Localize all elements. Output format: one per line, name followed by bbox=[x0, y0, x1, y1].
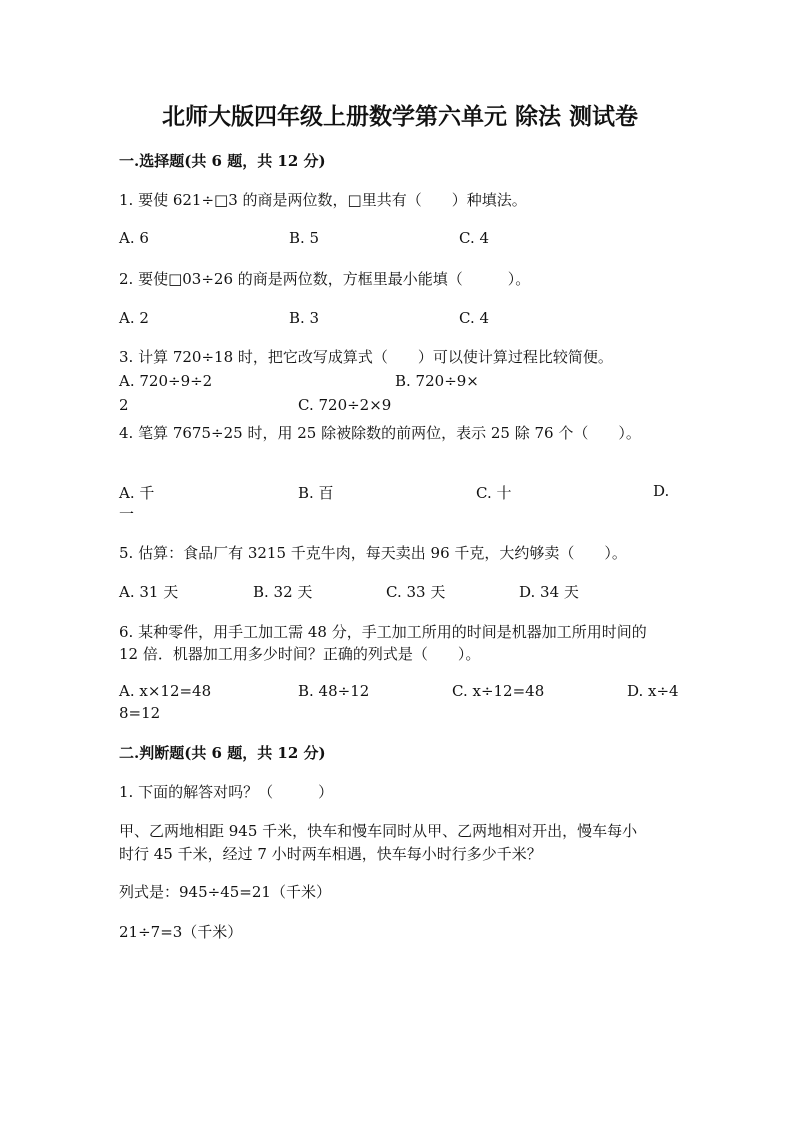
question-2-option-b: B. 3 bbox=[289, 309, 320, 327]
question-3-option-c: C. 720÷2×9 bbox=[298, 396, 392, 414]
question-3-option-b: B. 720÷9× bbox=[395, 372, 479, 390]
question-3-text: 3. 计算 720÷18 时，把它改写成算式（ ）可以使计算过程比较简便。 bbox=[119, 348, 613, 366]
question-6-text-line-2: 12 倍．机器加工用多少时间？正确的列式是（ ）。 bbox=[119, 645, 481, 663]
section-heading-judgement: 二.判断题(共 6 题，共 12 分) bbox=[119, 744, 326, 762]
page-title: 北师大版四年级上册数学第六单元 除法 测试卷 bbox=[161, 103, 638, 130]
question-4-option-d: D. bbox=[653, 482, 670, 500]
question-6-option-c: C. x÷12=48 bbox=[452, 682, 545, 700]
question-1-option-c: C. 4 bbox=[459, 229, 490, 247]
question-5-option-c: C. 33 天 bbox=[386, 583, 446, 601]
question-2-option-a: A. 2 bbox=[119, 309, 149, 327]
question-5-option-b: B. 32 天 bbox=[253, 583, 313, 601]
section-heading-choice: 一.选择题(共 6 题，共 12 分) bbox=[119, 152, 326, 170]
question-1-option-a: A. 6 bbox=[119, 229, 149, 247]
question-4-option-a: A. 千 bbox=[119, 484, 155, 502]
question-6-option-d-continued: 8=12 bbox=[119, 704, 161, 722]
question-6-option-b: B. 48÷12 bbox=[298, 682, 370, 700]
question-6-option-a: A. x×12=48 bbox=[119, 682, 212, 700]
judgement-1-text: 1. 下面的解答对吗？（ ） bbox=[119, 783, 334, 801]
question-4-text: 4. 笔算 7675÷25 时，用 25 除被除数的前两位，表示 25 除 76 个（ ）。 bbox=[119, 424, 641, 442]
judgement-1-problem-line-1: 甲、乙两地相距 945 千米，快车和慢车同时从甲、乙两地相对开出，慢车每小 bbox=[119, 822, 638, 840]
judgement-1-problem-line-2: 时行 45 千米，经过 7 小时两车相遇，快车每小时行多少千米？ bbox=[119, 845, 542, 863]
question-3-option-b-continued: 2 bbox=[119, 396, 129, 414]
question-6-text-line-1: 6. 某种零件，用手工加工需 48 分，手工加工所用的时间是机器加工所用时间的 bbox=[119, 623, 647, 641]
question-4-option-b: B. 百 bbox=[298, 484, 334, 502]
question-4-option-c: C. 十 bbox=[476, 484, 512, 502]
question-4-option-d-continued: 一 bbox=[119, 505, 135, 523]
question-5-option-d: D. 34 天 bbox=[519, 583, 579, 601]
question-2-option-c: C. 4 bbox=[459, 309, 490, 327]
question-6-option-d: D. x÷4 bbox=[627, 682, 679, 700]
judgement-1-calc-line-2: 21÷7=3（千米） bbox=[119, 923, 243, 941]
question-1-text: 1. 要使 621÷□3 的商是两位数，□里共有（ ）种填法。 bbox=[119, 191, 527, 209]
question-5-option-a: A. 31 天 bbox=[119, 583, 179, 601]
judgement-1-calc-line-1: 列式是：945÷45=21（千米） bbox=[119, 883, 331, 901]
question-5-text: 5. 估算：食品厂有 3215 千克牛肉，每天卖出 96 千克，大约够卖（ ）。 bbox=[119, 544, 627, 562]
question-3-option-a: A. 720÷9÷2 bbox=[119, 372, 213, 390]
question-1-option-b: B. 5 bbox=[289, 229, 320, 247]
question-2-text: 2. 要使□03÷26 的商是两位数，方框里最小能填（ ）。 bbox=[119, 270, 531, 288]
